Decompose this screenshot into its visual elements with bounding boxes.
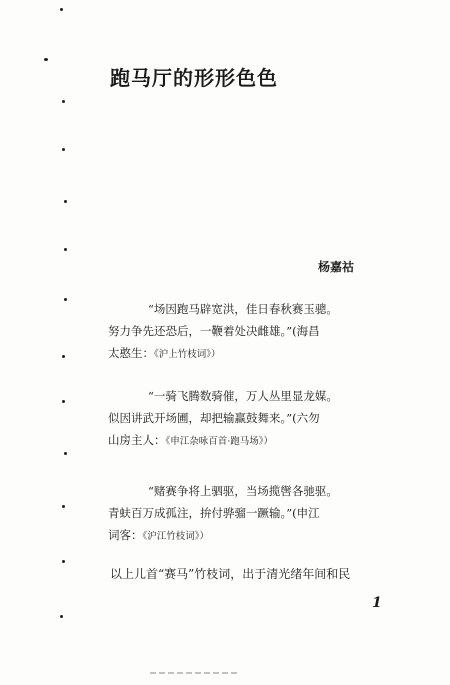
scan-speck: [62, 560, 65, 563]
poem-line: “赌赛争将上驷驱，当场揽辔各驰驱。: [148, 484, 338, 498]
attribution-author: 太憨生：: [108, 346, 154, 360]
scan-speck: [64, 200, 67, 203]
poem-block: [108, 480, 338, 548]
poem-line: “一骑飞腾数骑催，万人丛里显龙媒。: [148, 389, 338, 403]
scan-speck: [64, 298, 67, 301]
scan-speck: [44, 58, 48, 61]
scan-speck: [64, 248, 67, 251]
attribution-source: 《沪上竹枝词》）: [154, 349, 221, 360]
poem-attribution: [108, 524, 338, 548]
scan-speck: [64, 452, 67, 455]
scan-speck: [62, 355, 65, 358]
scan-smudge: [150, 672, 240, 674]
poem-line: 似因讲武开场圃，却把输赢鼓舞来。”(六勿: [108, 411, 320, 425]
attribution-source: 《申江杂咏百首·跑马场》）: [165, 436, 274, 447]
scan-speck: [60, 615, 63, 618]
author-name: 杨嘉祜: [318, 260, 355, 274]
poem-block: [108, 385, 338, 453]
poem-attribution: [108, 342, 338, 366]
scan-speck: [62, 400, 65, 403]
scan-speck: [62, 100, 65, 103]
poem-block: [108, 298, 338, 366]
scan-speck: [62, 505, 65, 508]
attribution-source: 《沪江竹枝词》）: [142, 531, 210, 542]
attribution-author: 山房主人：: [108, 433, 166, 447]
poem-attribution: [108, 429, 338, 453]
scan-speck: [62, 148, 65, 151]
scan-speck: [60, 8, 63, 11]
page-title: 跑马厅的形形色色: [110, 66, 278, 90]
poem-line: 努力争先还恐后，一鞭着处决雌雄。”(海昌: [108, 324, 320, 338]
poem-line: “场因跑马辟宽洪，佳日春秋赛玉骢。: [148, 302, 338, 316]
body-paragraph: 以上儿首“赛马”竹枝词，出于清光绪年间和民: [110, 567, 351, 581]
attribution-author: 词客：: [108, 528, 143, 542]
poem-line: 青蚨百万成孤注，拚付骅骝一蹶输。”(申江: [108, 506, 320, 520]
page-number: 1: [372, 595, 382, 611]
